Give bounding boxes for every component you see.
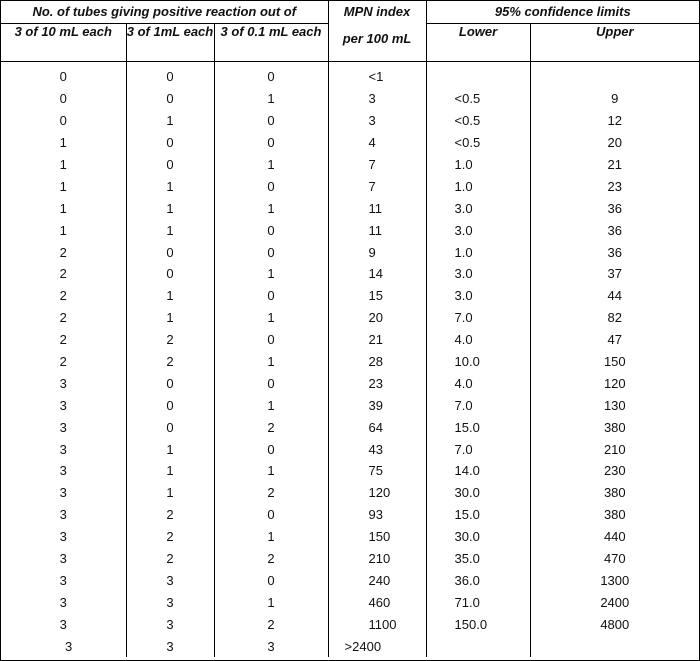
cell-lower-limit: 4.0 [426, 329, 530, 351]
cell-upper-limit: 130 [530, 394, 699, 416]
cell-10ml: 3 [59, 463, 67, 479]
cell-0-1ml: 1 [214, 394, 328, 416]
table-row [1, 526, 699, 548]
table-row [1, 482, 699, 504]
cell-mpn-index: 150 [328, 526, 426, 548]
cell-lower-limit: 3.0 [426, 285, 530, 307]
cell-lower-limit: 30.0 [426, 526, 530, 548]
table-row [1, 219, 699, 241]
cell-10ml: 3 [59, 375, 67, 391]
cell-10ml: 3 [59, 419, 67, 435]
table-row [1, 329, 699, 351]
cell-1ml: 1 [126, 307, 214, 329]
cell-lower-limit: 3.0 [426, 197, 530, 219]
cell-mpn-index: 210 [328, 548, 426, 570]
cell-10ml: 3 [59, 616, 67, 632]
table-row [1, 263, 699, 285]
cell-mpn-index: 43 [328, 438, 426, 460]
cell-upper-limit: 37 [530, 263, 699, 285]
cell-mpn-index: 1100 [328, 613, 426, 635]
header-lower: Lower [426, 24, 530, 62]
cell-mpn-index: <1 [328, 62, 426, 88]
cell-0-1ml: 2 [214, 416, 328, 438]
cell-mpn-index: 240 [328, 569, 426, 591]
cell-lower-limit: 15.0 [426, 416, 530, 438]
cell-upper-limit: 380 [530, 482, 699, 504]
table-row [1, 307, 699, 329]
cell-1ml: 0 [126, 241, 214, 263]
cell-10ml: 2 [59, 288, 67, 304]
cell-1ml: 2 [126, 329, 214, 351]
cell-1ml: 0 [126, 416, 214, 438]
cell-1ml: 2 [126, 504, 214, 526]
cell-0-1ml: 1 [214, 460, 328, 482]
table-row [1, 504, 699, 526]
cell-upper-limit: 4800 [530, 613, 699, 635]
cell-lower-limit: 3.0 [426, 219, 530, 241]
cell-mpn-index: 9 [328, 241, 426, 263]
cell-0-1ml: 0 [214, 504, 328, 526]
header-1ml: 3 of 1mL each [126, 24, 214, 62]
cell-upper-limit [530, 62, 699, 88]
cell-upper-limit: 47 [530, 329, 699, 351]
cell-1ml: 0 [126, 154, 214, 176]
table-row [1, 241, 699, 263]
cell-lower-limit: 1.0 [426, 154, 530, 176]
cell-upper-limit [530, 635, 699, 657]
cell-lower-limit: <0.5 [426, 88, 530, 110]
cell-1ml: 0 [126, 62, 214, 88]
cell-10ml: 3 [59, 551, 67, 567]
cell-lower-limit: 1.0 [426, 241, 530, 263]
cell-1ml: 1 [126, 460, 214, 482]
cell-10ml: 3 [59, 485, 67, 501]
cell-lower-limit: 1.0 [426, 175, 530, 197]
table-row [1, 285, 699, 307]
cell-0-1ml: 0 [214, 372, 328, 394]
cell-10ml: 3 [59, 572, 67, 588]
cell-10ml: 3 [59, 507, 67, 523]
cell-upper-limit: 36 [530, 241, 699, 263]
cell-lower-limit: 7.0 [426, 307, 530, 329]
cell-0-1ml: 0 [214, 132, 328, 154]
cell-mpn-index: 4 [328, 132, 426, 154]
cell-1ml: 3 [126, 569, 214, 591]
table-row [1, 175, 699, 197]
cell-mpn-index: 75 [328, 460, 426, 482]
cell-10ml: 2 [59, 354, 67, 370]
table-row [1, 110, 699, 132]
cell-0-1ml: 2 [214, 548, 328, 570]
cell-lower-limit: 35.0 [426, 548, 530, 570]
cell-upper-limit: 470 [530, 548, 699, 570]
cell-lower-limit: <0.5 [426, 110, 530, 132]
cell-1ml: 2 [126, 548, 214, 570]
table-row [1, 416, 699, 438]
cell-1ml: 0 [126, 372, 214, 394]
cell-10ml: 3 [59, 529, 67, 545]
cell-10ml: 0 [59, 113, 67, 129]
cell-0-1ml: 1 [214, 591, 328, 613]
cell-10ml: 2 [59, 332, 67, 348]
cell-0-1ml: 2 [214, 613, 328, 635]
cell-1ml: 2 [126, 526, 214, 548]
cell-lower-limit: 3.0 [426, 263, 530, 285]
table-row [1, 62, 699, 88]
cell-0-1ml: 0 [214, 219, 328, 241]
table-row [1, 591, 699, 613]
cell-upper-limit: 12 [530, 110, 699, 132]
cell-lower-limit: 14.0 [426, 460, 530, 482]
cell-10ml: 2 [59, 266, 67, 282]
cell-mpn-index: 15 [328, 285, 426, 307]
cell-1ml: 1 [126, 285, 214, 307]
cell-upper-limit: 380 [530, 504, 699, 526]
cell-mpn-index: 11 [328, 197, 426, 219]
cell-mpn-index: >2400 [328, 635, 426, 657]
header-positive-tubes-group: No. of tubes giving positive reaction out of [1, 1, 328, 24]
header-mpn-line1: MPN index [343, 4, 411, 19]
header-mpn-index [328, 1, 426, 62]
cell-upper-limit: 82 [530, 307, 699, 329]
cell-1ml: 0 [126, 394, 214, 416]
cell-mpn-index: 120 [328, 482, 426, 504]
cell-1ml: 2 [126, 351, 214, 373]
cell-0-1ml: 0 [214, 241, 328, 263]
cell-upper-limit: 210 [530, 438, 699, 460]
cell-lower-limit: 36.0 [426, 569, 530, 591]
cell-upper-limit: 36 [530, 197, 699, 219]
cell-upper-limit: 440 [530, 526, 699, 548]
table-body [1, 62, 699, 658]
cell-1ml: 3 [126, 591, 214, 613]
cell-10ml: 1 [59, 178, 67, 194]
cell-upper-limit: 230 [530, 460, 699, 482]
cell-0-1ml: 1 [214, 88, 328, 110]
cell-lower-limit: 150.0 [426, 613, 530, 635]
cell-upper-limit: 36 [530, 219, 699, 241]
cell-mpn-index: 28 [328, 351, 426, 373]
cell-10ml: 0 [59, 69, 67, 85]
cell-10ml: 1 [59, 157, 67, 172]
cell-upper-limit: 9 [530, 88, 699, 110]
cell-mpn-index: 3 [328, 88, 426, 110]
table-row [1, 154, 699, 176]
cell-lower-limit: 10.0 [426, 351, 530, 373]
cell-10ml: 1 [59, 200, 67, 216]
cell-lower-limit: 71.0 [426, 591, 530, 613]
cell-0-1ml: 1 [214, 154, 328, 176]
cell-0-1ml: 1 [214, 307, 328, 329]
cell-lower-limit: 30.0 [426, 482, 530, 504]
cell-mpn-index: 11 [328, 219, 426, 241]
cell-lower-limit [426, 62, 530, 88]
table-row [1, 460, 699, 482]
cell-1ml: 1 [126, 438, 214, 460]
cell-mpn-index: 64 [328, 416, 426, 438]
cell-mpn-index: 20 [328, 307, 426, 329]
cell-1ml: 0 [126, 132, 214, 154]
cell-mpn-index: 3 [328, 110, 426, 132]
cell-0-1ml: 1 [214, 526, 328, 548]
cell-upper-limit: 1300 [530, 569, 699, 591]
cell-mpn-index: 460 [328, 591, 426, 613]
cell-upper-limit: 23 [530, 175, 699, 197]
cell-mpn-index: 7 [328, 154, 426, 176]
cell-0-1ml: 0 [214, 438, 328, 460]
header-10ml: 3 of 10 mL each [1, 24, 126, 62]
table-row [1, 438, 699, 460]
cell-upper-limit: 2400 [530, 591, 699, 613]
table-row [1, 132, 699, 154]
table-row [1, 88, 699, 110]
table-row [1, 635, 699, 657]
table-row [1, 613, 699, 635]
cell-upper-limit: 44 [530, 285, 699, 307]
cell-mpn-index: 93 [328, 504, 426, 526]
cell-upper-limit: 21 [530, 154, 699, 176]
cell-1ml: 1 [126, 482, 214, 504]
cell-10ml: 1 [59, 222, 67, 238]
header-0-1ml: 3 of 0.1 mL each [214, 24, 328, 62]
header-confidence-limits-group: 95% confidence limits [426, 1, 699, 24]
cell-0-1ml: 0 [214, 569, 328, 591]
cell-0-1ml: 0 [214, 175, 328, 197]
cell-10ml: 0 [59, 91, 67, 107]
table-row [1, 351, 699, 373]
table-header [1, 1, 699, 62]
cell-1ml: 0 [126, 88, 214, 110]
header-upper: Upper [530, 24, 699, 62]
cell-0-1ml: 3 [214, 635, 328, 657]
cell-1ml: 3 [126, 635, 214, 657]
cell-0-1ml: 0 [214, 285, 328, 307]
cell-upper-limit: 380 [530, 416, 699, 438]
cell-0-1ml: 1 [214, 351, 328, 373]
cell-lower-limit: 7.0 [426, 394, 530, 416]
cell-10ml: 1 [59, 135, 67, 151]
cell-1ml: 1 [126, 219, 214, 241]
cell-mpn-index: 21 [328, 329, 426, 351]
cell-mpn-index: 7 [328, 175, 426, 197]
cell-upper-limit: 150 [530, 351, 699, 373]
table-row [1, 548, 699, 570]
cell-lower-limit: 7.0 [426, 438, 530, 460]
cell-0-1ml: 1 [214, 197, 328, 219]
cell-1ml: 1 [126, 110, 214, 132]
table-row [1, 569, 699, 591]
table-row [1, 394, 699, 416]
cell-lower-limit: 4.0 [426, 372, 530, 394]
header-mpn-line2: per 100 mL [342, 31, 412, 46]
cell-lower-limit [426, 635, 530, 657]
cell-10ml: 2 [59, 310, 67, 326]
cell-1ml: 1 [126, 175, 214, 197]
cell-0-1ml: 1 [214, 263, 328, 285]
cell-10ml: 3 [59, 441, 67, 457]
cell-1ml: 3 [126, 613, 214, 635]
cell-10ml: 3 [59, 594, 67, 610]
mpn-table [1, 1, 699, 657]
cell-mpn-index: 39 [328, 394, 426, 416]
cell-10ml: 2 [59, 244, 67, 260]
table-row [1, 372, 699, 394]
cell-mpn-index: 23 [328, 372, 426, 394]
cell-lower-limit: 15.0 [426, 504, 530, 526]
cell-10ml: 3 [65, 638, 73, 654]
cell-0-1ml: 0 [214, 110, 328, 132]
cell-10ml: 3 [59, 397, 67, 413]
cell-1ml: 0 [126, 263, 214, 285]
cell-upper-limit: 120 [530, 372, 699, 394]
cell-lower-limit: <0.5 [426, 132, 530, 154]
table-row [1, 197, 699, 219]
cell-0-1ml: 0 [214, 329, 328, 351]
cell-0-1ml: 0 [214, 62, 328, 88]
cell-upper-limit: 20 [530, 132, 699, 154]
cell-1ml: 1 [126, 197, 214, 219]
cell-0-1ml: 2 [214, 482, 328, 504]
cell-mpn-index: 14 [328, 263, 426, 285]
